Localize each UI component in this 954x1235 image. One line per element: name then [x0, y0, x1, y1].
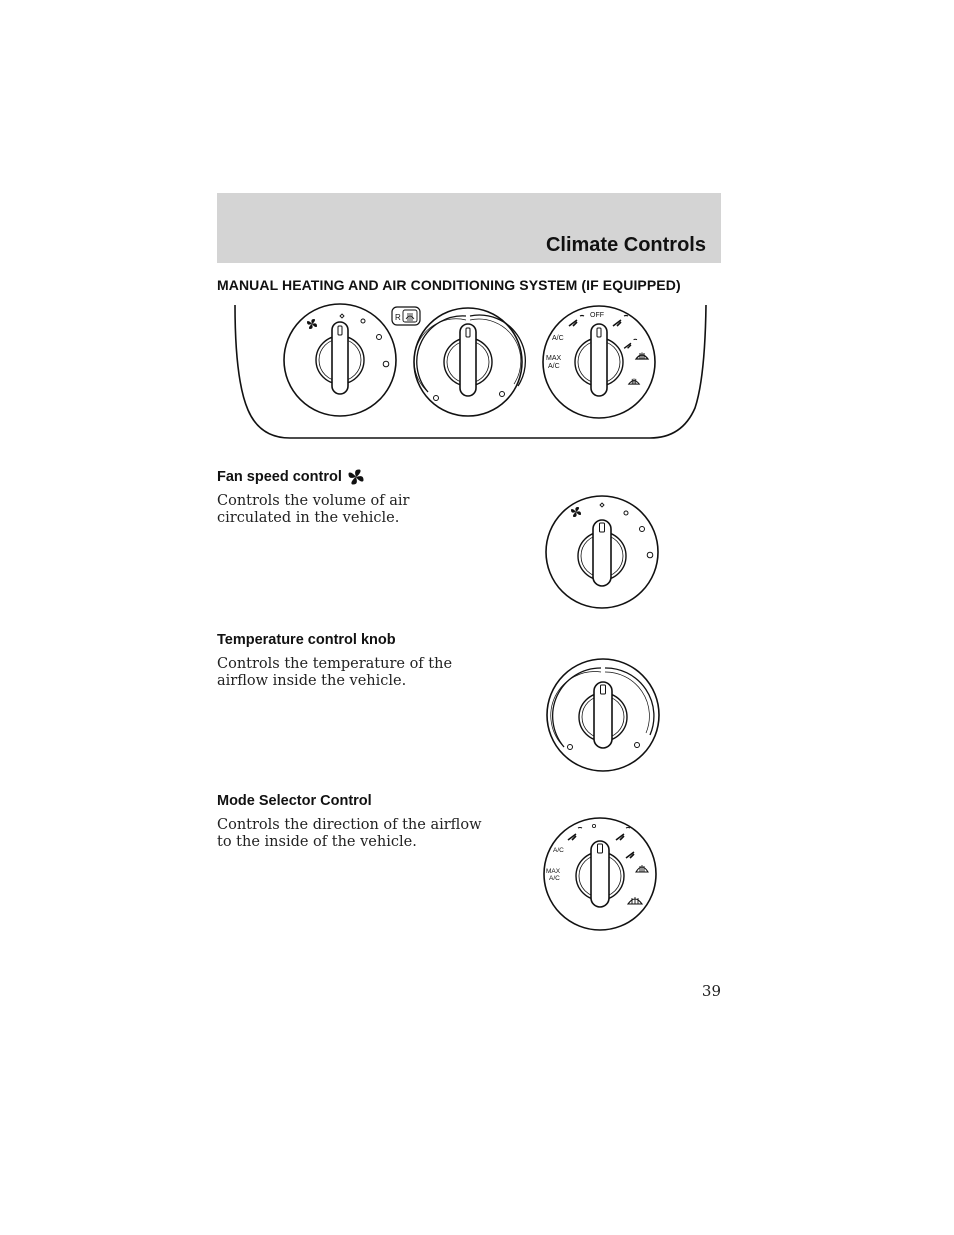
- recirculation-button: [392, 307, 420, 325]
- mode-selector-knob-illustration: [540, 816, 660, 936]
- mode-description: Controls the direction of the airflow to the inside of the vehicle.: [217, 817, 482, 850]
- mode-ac-label: A/C: [552, 335, 564, 342]
- mode-max-ac-label: A/C: [548, 363, 560, 370]
- recirc-label: R: [395, 313, 401, 322]
- page-number: 39: [701, 982, 721, 1000]
- temperature-heading-text: Temperature control knob: [217, 632, 396, 648]
- mode-ac-label: A/C: [553, 847, 564, 854]
- panel-temperature-knob: [414, 308, 525, 416]
- panel-mode-knob: [543, 306, 655, 418]
- mode-heading: [217, 793, 372, 809]
- mode-max-label: MAX: [546, 868, 561, 875]
- mode-max-label: MAX: [546, 355, 562, 362]
- climate-control-panel-illustration: [230, 300, 710, 442]
- fan-icon: [347, 468, 365, 486]
- mode-off-label: OFF: [590, 312, 604, 319]
- page-title: Climate Controls: [545, 234, 706, 256]
- section-heading: MANUAL HEATING AND AIR CONDITIONING SYSTEM (IF EQUIPPED): [217, 277, 681, 293]
- fan-speed-knob-illustration: [542, 494, 662, 614]
- section-header-band: [217, 193, 721, 263]
- mode-heading-text: Mode Selector Control: [217, 793, 372, 809]
- fan-speed-description: Controls the volume of air circulated in the vehicle.: [217, 493, 410, 526]
- panel-fan-knob: [284, 304, 396, 416]
- mode-max-ac-label: A/C: [549, 875, 560, 882]
- fan-speed-heading-text: Fan speed control: [217, 469, 342, 485]
- temperature-heading: [217, 632, 396, 648]
- fan-speed-heading: [217, 468, 365, 486]
- temperature-knob-illustration: [542, 655, 664, 775]
- temperature-description: Controls the temperature of the airflow inside the vehicle.: [217, 656, 453, 689]
